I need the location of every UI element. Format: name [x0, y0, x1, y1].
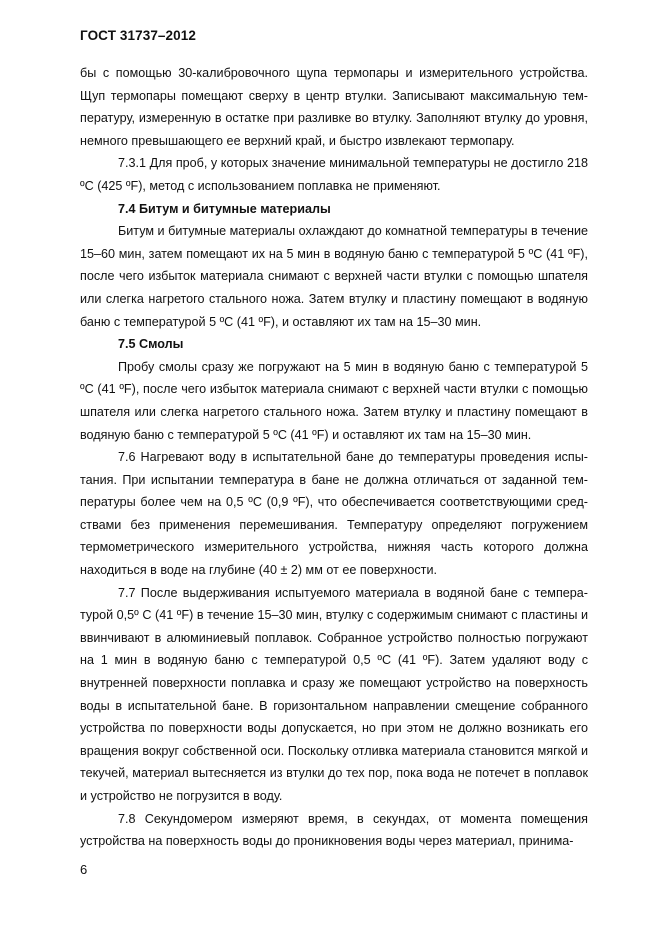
paragraph-7-8: 7.8 Секундомером измеряют время, в секундах, от момента помещения устройства на поверхность воды до проникновения воды через материал, принима-	[80, 811, 588, 849]
paragraph-7-6: 7.6 Нагревают воду в испытательной бане до температуры проведения испытания. При испытании температура в бане не должна отличаться от заданной температуры более чем на 0,5 ºС (0,9 ºF), что обеспечивается соответствующими средствами без применения перемешивания. Температуру определяют погружением термометрического измерительного устройства, нижняя часть которого должна находиться в воде на глубине (40 ± 2) мм от ее поверхности.	[80, 450, 588, 578]
section-heading-7-4: 7.4 Битум и битумные материалы	[118, 201, 331, 216]
paragraph-7-3-1: 7.3.1 Для проб, у которых значение минимальной температуры не достигло 218 ºС (425 ºF), метод с использованием поплавка не применяют.	[80, 156, 588, 193]
paragraph-7-5: Пробу смолы сразу же погружают на 5 мин в водяную баню с температурой 5 ºС (41 ºF), после чего избыток материала снимают с верхней части втулки с помощью шпателя или слегка нагретого стального ножа. Затем втулку и пластину помещают в водяную баню с температурой 5 ºС (41 ºF) и оставляют их там на 15–30 мин.	[80, 359, 588, 442]
document-code-header: ГОСТ 31737–2012	[80, 28, 196, 43]
page-number: 6	[80, 862, 88, 877]
paragraph-7-7: 7.7 После выдерживания испытуемого материала в водяной бане с температурой 0,5º С (41 ºF) в течение 15–30 мин, втулку с содержимым снимают с пластины и ввинчивают в алюминиевый поплавок. Собранное устройство полностью погружают на 1 мин в водяную баню с температурой 0,5 ºС (41 ºF). Затем удаляют воду с внутренней поверхности поплавка и сразу же помещают устройство на поверхность воды в испытательной бане. В горизонтальном направлении смещение собранного устройства по поверхности воды допускается, но при этом не должно возникать его вращения вокруг собственной оси. Поскольку отливка материала становится мягкой и текучей, материал вытесняется из втулки до тех пор, пока вода не потечет в поплавок и устройство не погрузится в воду.	[80, 585, 588, 803]
paragraph-continuation: бы с помощью 30-калибровочного щупа термопары и измерительного устройства. Щуп термопары помещают сверху в центр втулки. Записывают максимальную температуру, измеренную в остатке при разливке во втулку. Заполняют втулку до уровня, немного превышающего ее верхний край, и быстро извлекают термопару.	[80, 66, 588, 148]
page-body	[80, 62, 588, 853]
section-heading-7-5: 7.5 Смолы	[118, 337, 184, 352]
paragraph-7-4: Битум и битумные материалы охлаждают до комнатной температуры в течение 15–60 мин, затем помещают их на 5 мин в водяную баню с температурой 5 ºС (41 ºF), после чего избыток материала снимают с верхней части втулки с помощью шпателя или слегка нагретого стального ножа. Затем втулку и пластину помещают в водяную баню с температурой 5 ºС (41 ºF), и оставляют их там на 15–30 мин.	[80, 224, 588, 329]
